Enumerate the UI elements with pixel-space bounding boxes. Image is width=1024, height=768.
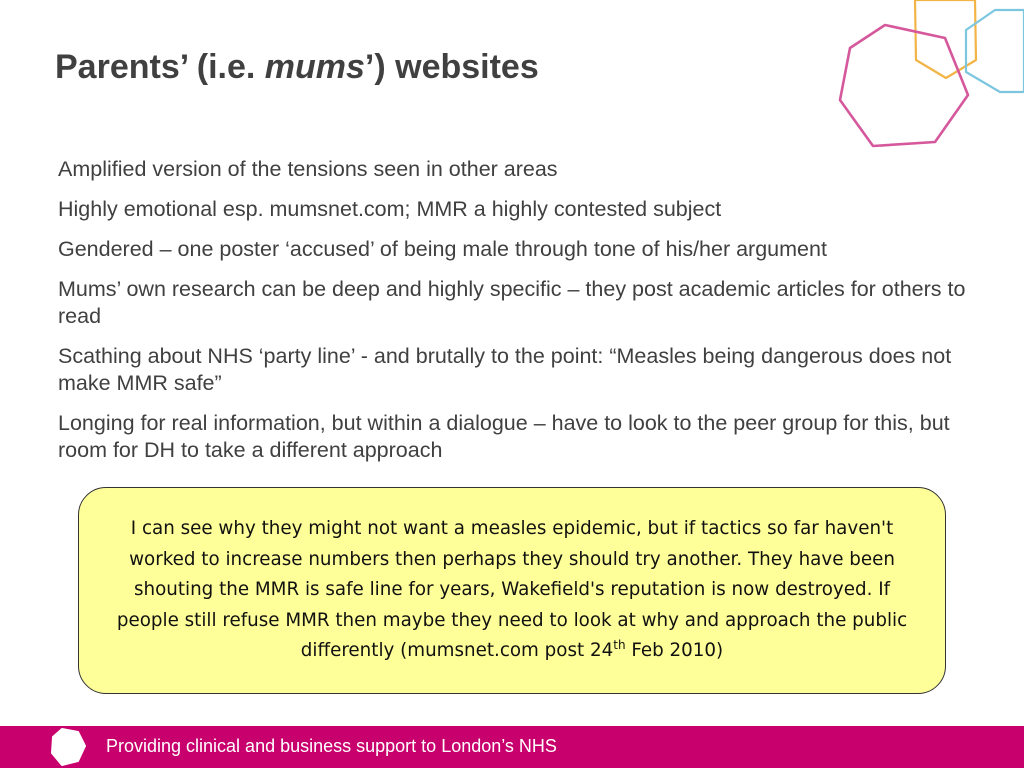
hexagon-logo-icon [48,727,88,767]
quote-text [102,514,922,667]
quote-callout [78,487,946,694]
hexagon-magenta [840,25,968,146]
quote-date-suffix: Feb 2010) [625,640,724,662]
bullet-item: Gendered – one poster ‘accused’ of being male through tone of his/her argument [58,237,827,261]
hexagon-decoration [820,0,1024,160]
bullet-item: Amplified version of the tensions seen in other areas [58,157,558,181]
title-suffix: ’) websites [364,48,539,86]
bullet-item: Scathing about NHS ‘party line’ - and brutally to the point: “Measles being dangerous does not make MMR safe” [58,344,952,395]
bullet-item: Longing for real information, but within a dialogue – have to look to the peer group for this, but room for DH to take a different approach [58,411,950,462]
quote-superscript: th [613,638,626,653]
quote-main-text: I can see why they might not want a measles epidemic, but if tactics so far haven't worked to increase numbers then perhaps they should try another. They have been shouting the MMR is safe line for years, Wakefield's reputation is now destroyed. If people still refuse MMR then maybe they need to look at why and approach the public differently (mumsnet.com post 24 [116,518,908,662]
title-emphasis: mums [264,48,365,86]
bullet-item: Highly emotional esp. mumsnet.com; MMR a highly contested subject [58,197,722,221]
title-prefix: Parents’ (i.e. [55,48,265,86]
slide-title [55,48,539,87]
footer-bar [0,726,1024,768]
footer-tagline: Providing clinical and business support to London’s NHS [106,736,557,756]
bullet-item: Mums’ own research can be deep and highly specific – they post academic articles for others to read [58,277,966,328]
bullet-list [58,156,998,477]
